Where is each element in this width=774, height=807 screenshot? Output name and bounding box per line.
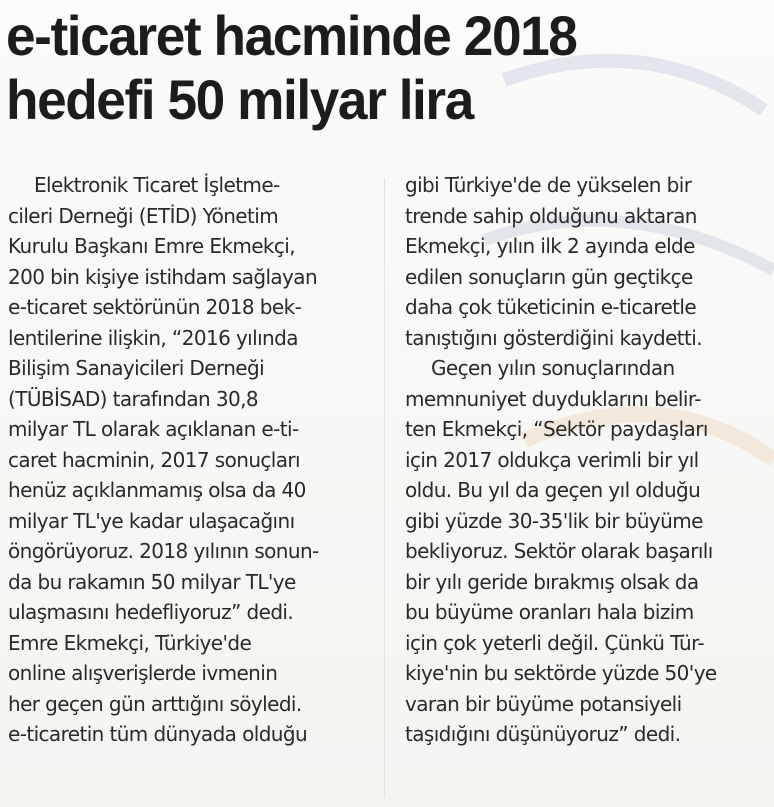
- text-line: için 2017 oldukça verimli bir yıl: [405, 447, 699, 472]
- text-line: caret hacminin, 2017 sonuçları: [8, 447, 300, 472]
- text-line: edilen sonuçların gün geçtikçe: [405, 264, 693, 289]
- text-line: (TÜBİSAD) tarafından 30,8: [8, 386, 258, 411]
- text-line: bekliyoruz. Sektör olarak başarılı: [405, 539, 713, 563]
- text-line: milyar TL'ye kadar ulaşacağını: [8, 508, 295, 533]
- text-line: 200 bin kişiye istihdam sağlayan: [8, 264, 318, 289]
- text-line: kiye'nin bu sektörde yüzde 50'ye: [405, 661, 717, 685]
- text-line: Emre Ekmekçi, Türkiye'de: [8, 630, 252, 655]
- column-divider: [384, 178, 385, 798]
- text-line: memnuniyet duyduklarını belir-: [405, 386, 701, 411]
- text-line: online alışverişlerde ivmenin: [8, 661, 278, 685]
- text-line: ten Ekmekçi, “Sektör paydaşları: [405, 417, 708, 441]
- text-line: ulaşmasını hedefliyoruz” dedi.: [8, 600, 294, 624]
- text-line: da bu rakamın 50 milyar TL'ye: [8, 569, 296, 594]
- text-line: cileri Derneği (ETİD) Yönetim: [8, 203, 279, 228]
- headline-line-2: hedefi 50 milyar lira: [6, 68, 473, 131]
- text-line: için çok yeterli değil. Çünkü Tür-: [405, 630, 705, 655]
- text-line: Geçen yılın sonuçlarından: [431, 356, 675, 380]
- text-line: daha çok tüketicinin e-ticaretle: [405, 295, 697, 319]
- text-line: gibi Türkiye'de de yükselen bir: [405, 173, 692, 197]
- text-line: bir yılı geride bırakmış olsak da: [405, 569, 699, 594]
- text-line: lentilerine ilişkin, “2016 yılında: [8, 325, 298, 350]
- text-line: Kurulu Başkanı Emre Ekmekçi,: [8, 234, 296, 258]
- text-line: tanıştığını gösterdiğini kaydetti.: [405, 325, 702, 350]
- text-line: oldu. Bu yıl da geçen yıl olduğu: [405, 478, 701, 502]
- text-line: Elektronik Ticaret İşletme-: [34, 173, 280, 197]
- text-line: e-ticaret sektörünün 2018 bek-: [8, 295, 302, 319]
- text-line: öngörüyoruz. 2018 yılının sonun-: [8, 539, 319, 563]
- text-line: trende sahip olduğunu aktaran: [405, 203, 697, 228]
- article-headline: [6, 4, 728, 132]
- headline-line-1: e-ticaret hacminde 2018: [6, 4, 577, 67]
- article-column-right: [405, 170, 770, 750]
- text-line: taşıdığını düşünüyoruz” dedi.: [405, 722, 681, 746]
- text-line: Bilişim Sanayicileri Derneği: [8, 356, 265, 380]
- text-line: e-ticaretin tüm dünyada olduğu: [8, 722, 308, 746]
- text-line: varan bir büyüme potansiyeli: [405, 691, 682, 716]
- text-line: gibi yüzde 30-35'lik bir büyüme: [405, 508, 703, 533]
- text-line: henüz açıklanmamış olsa da 40: [8, 478, 306, 502]
- text-line: bu büyüme oranları hala bizim: [405, 600, 694, 624]
- text-line: her geçen gün arttığını söyledi.: [8, 691, 302, 716]
- text-line: milyar TL olarak açıklanan e-ti-: [8, 417, 299, 441]
- article-column-left: [8, 170, 363, 750]
- text-line: Ekmekçi, yılın ilk 2 ayında elde: [405, 234, 695, 258]
